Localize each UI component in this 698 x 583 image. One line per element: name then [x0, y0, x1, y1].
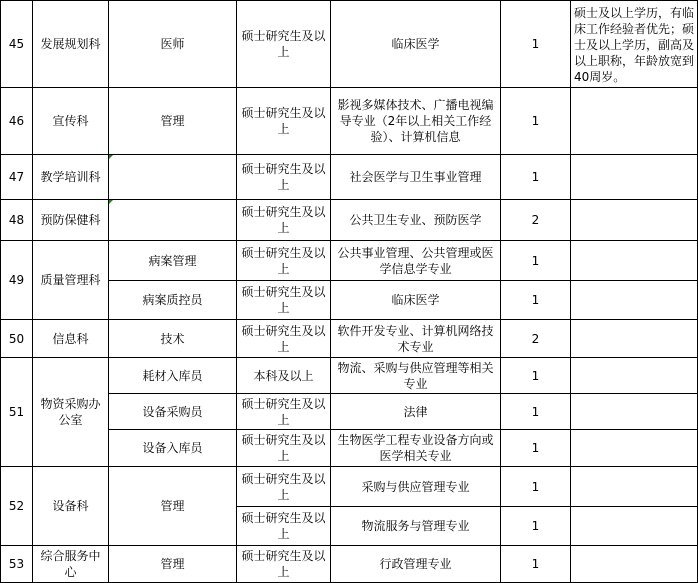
row-number: 47	[1, 155, 33, 200]
remark-cell	[571, 88, 698, 155]
count-cell: 1	[501, 358, 571, 394]
education-cell: 硕士研究生及以上	[237, 241, 331, 281]
education-cell: 硕士研究生及以上	[237, 281, 331, 320]
major-cell: 物流服务与管理专业	[331, 507, 501, 546]
major-cell: 公共事业管理、公共管理或医学信息学专业	[331, 241, 501, 281]
major-cell: 影视多媒体技术、广播电视编导专业（2年以上相关工作经验）、计算机信息	[331, 88, 501, 155]
count-cell: 2	[501, 200, 571, 241]
remark-cell	[571, 507, 698, 546]
row-number: 45	[1, 1, 33, 88]
table-row	[1, 88, 698, 155]
department-cell: 宣传科	[33, 88, 109, 155]
position-cell: 病案管理	[109, 241, 237, 281]
education-cell: 硕士研究生及以上	[237, 546, 331, 583]
position-cell	[109, 200, 237, 241]
education-cell: 硕士研究生及以上	[237, 88, 331, 155]
major-cell: 物流、采购与供应管理等相关专业	[331, 358, 501, 394]
major-cell: 法律	[331, 394, 501, 430]
count-cell: 1	[501, 394, 571, 430]
table-row	[1, 358, 698, 394]
table-row	[1, 241, 698, 281]
education-cell: 硕士研究生及以上	[237, 507, 331, 546]
count-cell: 1	[501, 281, 571, 320]
department-cell: 质量管理科	[33, 241, 109, 320]
major-cell: 临床医学	[331, 281, 501, 320]
remark-cell	[571, 241, 698, 281]
remark-cell	[571, 358, 698, 394]
major-cell: 行政管理专业	[331, 546, 501, 583]
department-cell: 教学培训科	[33, 155, 109, 200]
major-cell: 社会医学与卫生事业管理	[331, 155, 501, 200]
position-cell: 病案质控员	[109, 281, 237, 320]
position-cell: 管理	[109, 88, 237, 155]
major-cell: 临床医学	[331, 1, 501, 88]
count-cell: 2	[501, 320, 571, 358]
row-number: 51	[1, 358, 33, 467]
table-row	[1, 546, 698, 583]
remark-cell	[571, 546, 698, 583]
department-cell: 发展规划科	[33, 1, 109, 88]
count-cell: 1	[501, 430, 571, 467]
row-number: 50	[1, 320, 33, 358]
education-cell: 硕士研究生及以上	[237, 467, 331, 507]
department-cell: 设备科	[33, 467, 109, 546]
education-cell: 硕士研究生及以上	[237, 320, 331, 358]
remark-cell	[571, 155, 698, 200]
major-cell: 软件开发专业、计算机网络技术专业	[331, 320, 501, 358]
row-number: 52	[1, 467, 33, 546]
remark-cell	[571, 281, 698, 320]
education-cell: 本科及以上	[237, 358, 331, 394]
table-row	[1, 467, 698, 507]
table-row	[1, 1, 698, 88]
position-cell	[109, 155, 237, 200]
education-cell: 硕士研究生及以上	[237, 430, 331, 467]
count-cell: 1	[501, 88, 571, 155]
department-cell: 预防保健科	[33, 200, 109, 241]
row-number: 46	[1, 88, 33, 155]
education-cell: 硕士研究生及以上	[237, 155, 331, 200]
major-cell: 公共卫生专业、预防医学	[331, 200, 501, 241]
position-cell: 管理	[109, 546, 237, 583]
remark-cell	[571, 200, 698, 241]
remark-cell	[571, 430, 698, 467]
count-cell: 1	[501, 155, 571, 200]
remark-cell	[571, 394, 698, 430]
department-cell: 信息科	[33, 320, 109, 358]
position-cell: 医师	[109, 1, 237, 88]
count-cell: 1	[501, 467, 571, 507]
count-cell: 1	[501, 546, 571, 583]
row-number: 48	[1, 200, 33, 241]
department-cell: 物资采购办公室	[33, 358, 109, 467]
remark-cell	[571, 320, 698, 358]
row-number: 53	[1, 546, 33, 583]
department-cell: 综合服务中心	[33, 546, 109, 583]
count-cell: 1	[501, 241, 571, 281]
education-cell: 硕士研究生及以上	[237, 200, 331, 241]
major-cell: 生物医学工程专业设备方向或医学相关专业	[331, 430, 501, 467]
position-cell: 技术	[109, 320, 237, 358]
remark-cell	[571, 467, 698, 507]
position-cell: 耗材入库员	[109, 358, 237, 394]
position-cell: 管理	[109, 467, 237, 546]
education-cell: 硕士研究生及以上	[237, 394, 331, 430]
table-row	[1, 320, 698, 358]
position-cell: 设备采购员	[109, 394, 237, 430]
row-number: 49	[1, 241, 33, 320]
remark-cell: 硕士及以上学历，有临床工作经验者优先；硕士及以上学历，副高及以上职称，年龄放宽到40周岁。	[571, 1, 698, 88]
education-cell: 硕士研究生及以上	[237, 1, 331, 88]
major-cell: 采购与供应管理专业	[331, 467, 501, 507]
count-cell: 1	[501, 1, 571, 88]
position-cell: 设备入库员	[109, 430, 237, 467]
table-row	[1, 155, 698, 200]
table-row	[1, 200, 698, 241]
count-cell: 1	[501, 507, 571, 546]
